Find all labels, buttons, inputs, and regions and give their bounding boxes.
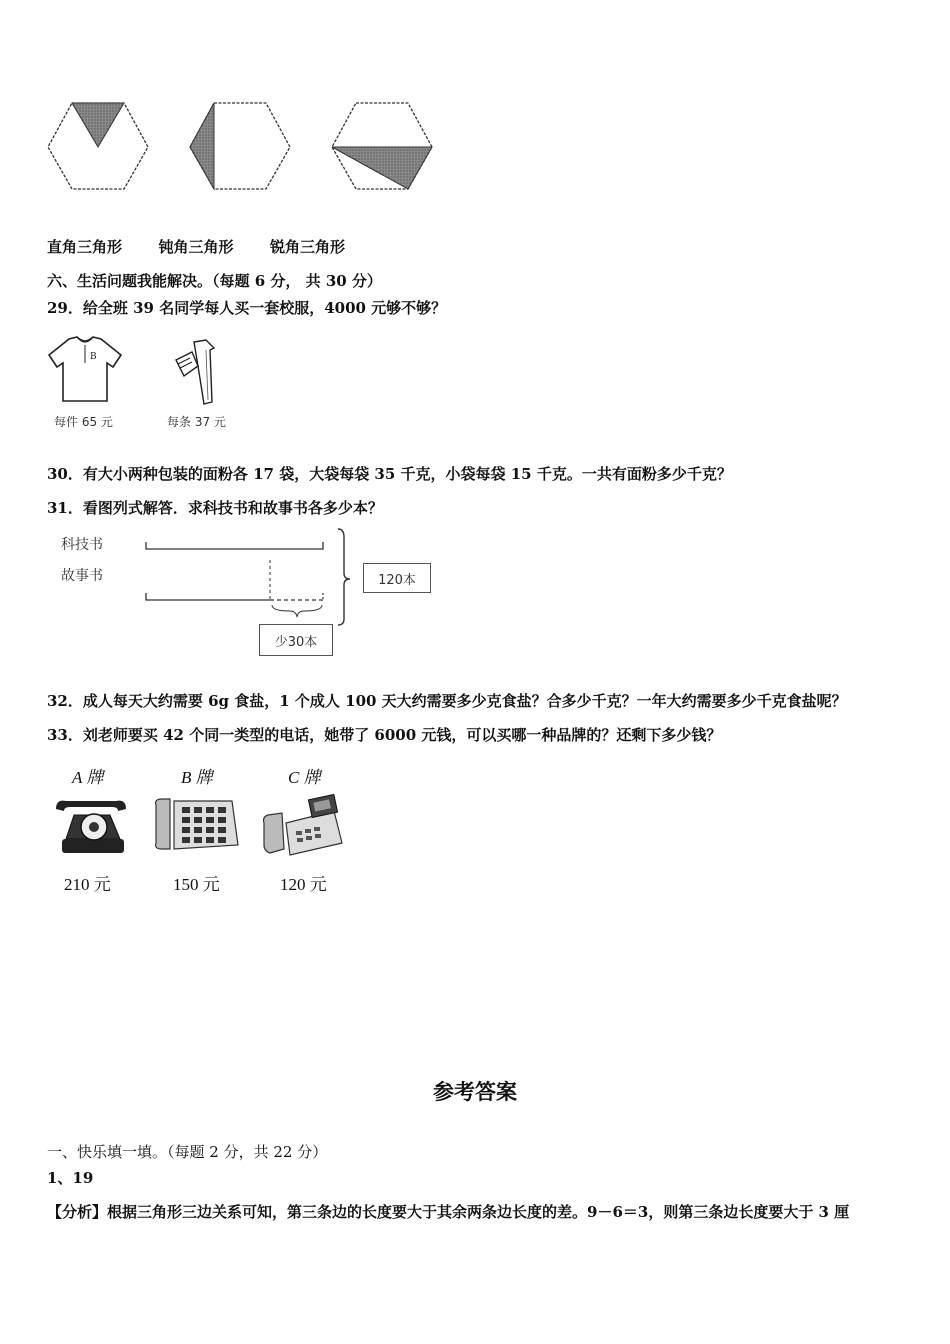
- phone-c-brand: C 牌: [288, 768, 321, 787]
- svg-text:B: B: [90, 352, 97, 362]
- phone-b-price: 150 元: [173, 875, 220, 894]
- question-32: 32．成人每天大约需要 6g 食盐，1 个成人 100 天大约需要多少克食盐？合多少千克？一年大约需要多少千克食盐呢？: [47, 692, 847, 710]
- question-29: 29．给全班 39 名同学每人买一套校服，4000 元够不够？: [47, 299, 447, 317]
- fax-phone-icon: [260, 793, 348, 859]
- triangle-type-labels: [47, 236, 345, 257]
- answer-analysis: 【分析】根据三角形三边关系可知，第三条边的长度要大于其余两条边长度的差。9－6＝3，则第三条边长度要大于 3 厘: [47, 1203, 850, 1221]
- question-30: 30．有大小两种包装的面粉各 17 袋，大袋每袋 35 千克，小袋每袋 15 千克。一共有面粉多少千克？: [47, 465, 732, 483]
- phone-a-price: 210 元: [64, 875, 111, 894]
- shirt-icon: [45, 333, 125, 405]
- label-right-triangle: 直角三角形: [47, 238, 123, 256]
- label-acute-triangle: 锐角三角形: [269, 238, 345, 256]
- hexagon-figures: [40, 95, 440, 195]
- question-31: 31．看图列式解答．求科技书和故事书各多少本？: [47, 499, 383, 517]
- pants-icon: [164, 336, 224, 408]
- answer-item-1: 1、19: [47, 1169, 94, 1187]
- difference-box: 少30本: [259, 624, 333, 656]
- question-33: 33．刘老师要买 42 个同一类型的电话，她带了 6000 元钱，可以买哪一种品牌的？还剩下多少钱？: [47, 726, 722, 744]
- phone-b-brand: B 牌: [181, 768, 213, 787]
- total-books-box: 120本: [363, 563, 431, 593]
- section6-heading: 六、生活问题我能解决。（每题 6 分， 共 30 分）: [47, 272, 382, 290]
- segment-diagram: [140, 525, 360, 635]
- answers-section1-heading: 一、快乐填一填。（每题 2 分，共 22 分）: [47, 1143, 328, 1161]
- label-obtuse-triangle: 钝角三角形: [158, 238, 234, 256]
- hexagon-right-triangle: [48, 103, 148, 189]
- hexagon-acute-triangle: [332, 103, 432, 189]
- phone-a-brand: A 牌: [72, 768, 104, 787]
- keypad-phone-icon: [152, 795, 240, 855]
- phone-c-price: 120 元: [280, 875, 327, 894]
- hexagon-obtuse-triangle: [190, 103, 290, 189]
- pants-price-caption: 每条 37 元: [167, 415, 226, 429]
- label-science-books: 科技书: [61, 537, 103, 553]
- rotary-phone-icon: [52, 795, 130, 859]
- shirt-price-caption: 每件 65 元: [54, 415, 113, 429]
- label-story-books: 故事书: [61, 568, 103, 584]
- answers-title: 参考答案: [433, 1080, 517, 1104]
